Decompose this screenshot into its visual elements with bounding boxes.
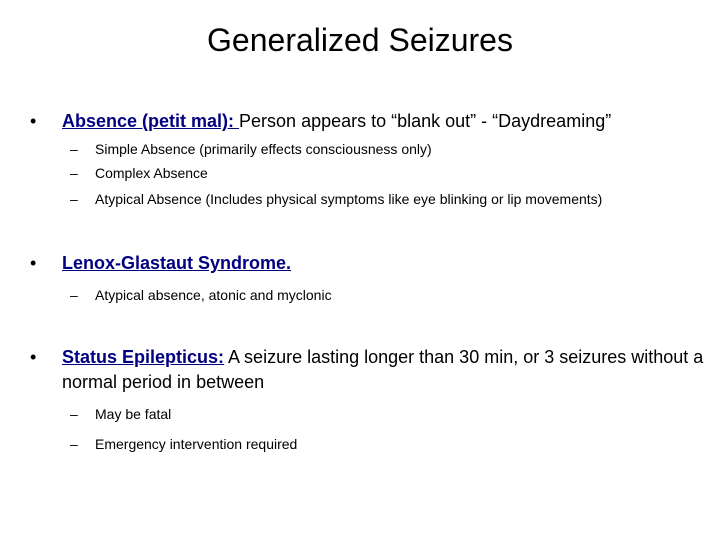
sub-dash: – xyxy=(70,406,78,422)
bullet-absence xyxy=(30,109,710,134)
bullet-heading: Lenox-Glastaut Syndrome. xyxy=(62,253,292,273)
sub-item xyxy=(70,190,710,208)
sub-dash: – xyxy=(70,165,78,181)
sub-text: Simple Absence (primarily effects consciousness only) xyxy=(95,141,432,157)
sub-item xyxy=(70,140,710,158)
bullet-lenox-glastaut xyxy=(30,251,710,276)
sub-dash: – xyxy=(70,141,78,157)
sub-dash: – xyxy=(70,287,78,303)
sub-dash: – xyxy=(70,436,78,452)
sub-dash: – xyxy=(70,191,78,207)
bullet-text xyxy=(62,345,710,395)
bullet-dot: • xyxy=(30,111,37,131)
sub-item xyxy=(70,435,710,453)
sub-text: Emergency intervention required xyxy=(95,436,298,452)
sub-text: May be fatal xyxy=(95,406,172,422)
bullet-status-epilepticus xyxy=(30,345,710,395)
slide-title: Generalized Seizures xyxy=(207,22,513,58)
sub-item xyxy=(70,164,710,182)
bullet-heading: Absence (petit mal): xyxy=(62,111,240,131)
bullet-dot: • xyxy=(30,347,37,367)
bullet-dot: • xyxy=(30,253,37,273)
sub-item xyxy=(70,405,710,423)
sub-text: Complex Absence xyxy=(95,165,208,181)
bullet-body: A seizure lasting longer than 30 min, or 3 seizures without a normal period in between xyxy=(62,347,704,392)
sub-item xyxy=(70,286,710,304)
bullet-text xyxy=(62,251,710,276)
bullet-heading: Status Epilepticus: xyxy=(62,347,225,367)
sub-text: Atypical Absence (Includes physical symptoms like eye blinking or lip movements) xyxy=(95,191,603,207)
bullet-text xyxy=(62,109,710,134)
bullet-body: Person appears to “blank out” - “Daydreaming” xyxy=(239,111,612,131)
sub-text: Atypical absence, atonic and myclonic xyxy=(95,287,332,303)
